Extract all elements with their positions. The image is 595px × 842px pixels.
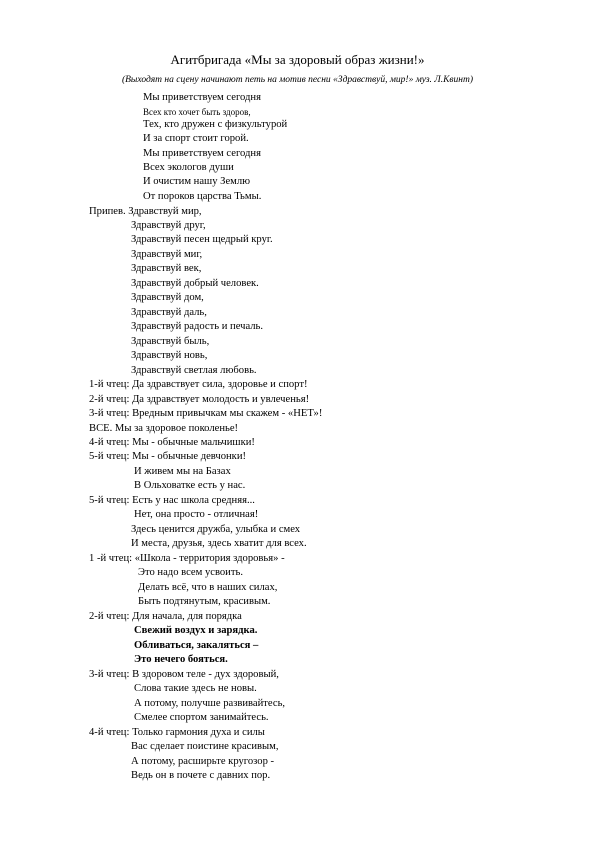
text-line: 3-й чтец: В здоровом теле - дух здоровый,: [89, 669, 279, 680]
text-line: Здравствуй быль,: [131, 336, 210, 347]
text-line: Здравствуй даль,: [131, 307, 207, 318]
text-line: А потому, расширьте кругозор -: [131, 756, 275, 767]
text-line: 4-й чтец: Только гармония духа и силы: [89, 727, 265, 738]
text-line: Мы приветствуем сегодня: [143, 92, 261, 103]
text-line: 1 -й чтец: «Школа - территория здоровья» -: [89, 553, 285, 564]
text-line: Здесь ценится дружба, улыбка и смех: [131, 524, 301, 535]
text-line: Тех, кто дружен с физкультурой: [143, 119, 288, 130]
text-line: Мы приветствуем сегодня: [143, 148, 261, 159]
text-line: Здравствуй песен щедрый круг.: [131, 234, 273, 245]
text-line: Здравствуй новь,: [131, 350, 208, 361]
text-line: Припев. Здравствуй мир,: [89, 206, 202, 217]
text-line: А потому, получше развивайтесь,: [134, 698, 286, 709]
text-line: Здравствуй век,: [131, 263, 202, 274]
text-line: В Ольховатке есть у нас.: [134, 480, 246, 491]
text-line: 2-й чтец: Для начала, для порядка: [89, 611, 242, 622]
text-line: От пороков царства Тьмы.: [143, 191, 262, 202]
text-line: И места, друзья, здесь хватит для всех.: [131, 538, 307, 549]
text-line: 5-й чтец: Мы - обычные девчонки!: [89, 451, 247, 462]
text-line: ВСЕ. Мы за здоровое поколенье!: [89, 423, 239, 434]
text-line: Это нечего бояться.: [134, 654, 228, 665]
text-line: Всех кто хочет быть здоров,: [143, 107, 251, 117]
text-line: И за спорт стоит горой.: [143, 133, 249, 144]
text-line: 2-й чтец: Да здравствует молодость и увлеченья!: [89, 394, 310, 405]
text-line: Делать всё, что в наших силах,: [138, 582, 278, 593]
text-line: И живем мы на Базах: [134, 466, 231, 477]
text-line: Здравствуй добрый человек.: [131, 278, 259, 289]
text-line: Слова такие здесь не новы.: [134, 683, 257, 694]
text-line: Это надо всем усвоить.: [138, 567, 243, 578]
text-line: Свежий воздух и зарядка.: [134, 625, 258, 636]
text-line: Здравствуй светлая любовь.: [131, 365, 257, 376]
text-line: Всех экологов души: [143, 162, 234, 173]
text-line: Вас сделает поистине красивым,: [131, 741, 279, 752]
text-line: Здравствуй миг,: [131, 249, 203, 260]
text-line: Здравствуй друг,: [131, 220, 206, 231]
text-line: 1-й чтец: Да здравствует сила, здоровье и спорт!: [89, 379, 308, 390]
text-line: И очистим нашу Землю: [143, 176, 251, 187]
text-line: 3-й чтец: Вредным привычкам мы скажем - «НЕТ»!: [89, 408, 323, 419]
text-line: 5-й чтец: Есть у нас школа средняя...: [89, 495, 255, 506]
text-line: Смелее спортом занимайтесь.: [134, 712, 269, 723]
subtitle: (Выходят на сцену начинают петь на мотив песни «Здравствуй, мир!» муз. Л.Квинт): [121, 75, 474, 85]
text-line: Здравствуй радость и печаль.: [131, 321, 264, 332]
text-line: Ведь он в почете с давних пор.: [131, 770, 271, 781]
text-line: Обливаться, закаляться –: [134, 640, 259, 651]
page-title: Агитбригада «Мы за здоровый образ жизни!»: [170, 52, 425, 67]
text-line: Нет, она просто - отличная!: [134, 509, 259, 520]
text-line: Здравствуй дом,: [131, 292, 204, 303]
text-line: Быть подтянутым, красивым.: [138, 596, 271, 607]
text-line: 4-й чтец: Мы - обычные мальчишки!: [89, 437, 255, 448]
